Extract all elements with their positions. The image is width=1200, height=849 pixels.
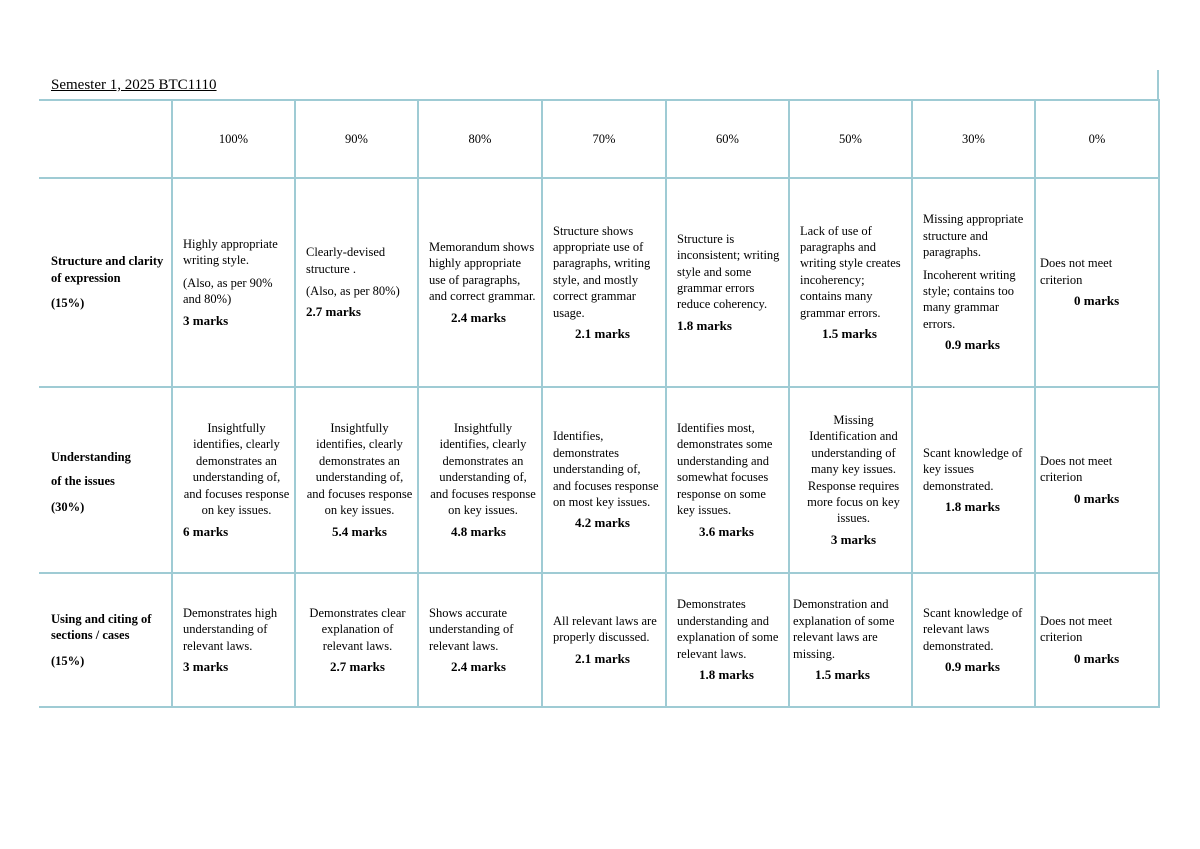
cell-description: Highly appropriate writing style. [183,236,278,268]
marking-rubric-table [39,99,1160,708]
cell-marks: 2.4 marks [451,658,506,674]
cell-marks: 2.1 marks [575,326,630,342]
criterion-name-line: Understanding [51,449,131,464]
cell-description: Does not meet criterion [1040,453,1113,485]
cell-marks: 3 marks [183,658,229,674]
cell-marks: 1.8 marks [699,667,754,683]
criterion-weight: (15%) [51,296,85,311]
percentage-header-row [39,100,1159,178]
cell-description: Does not meet criterion [1040,256,1113,287]
cell-marks: 1.5 marks [815,667,870,683]
cell-note: Incoherent writing style; contains too many grammar errors. [923,267,1016,331]
percentage-header: 90% [295,100,418,178]
rubric-cell [666,573,789,707]
criterion-name: Structure and clarity of expression [51,254,164,285]
cell-description: Insightfully identifies, clearly demonstrates an understanding of, and focuses response on key issues. [306,421,413,518]
percentage-header: 70% [542,100,666,178]
rubric-cell [295,573,418,707]
cell-description: Insightfully identifies, clearly demonstrates an understanding of, and focuses response on key issues. [430,421,536,518]
cell-marks: 5.4 marks [332,523,387,539]
cell-marks: 3 marks [183,312,229,328]
page-title: Semester 1, 2025 BTC1110 [51,77,217,93]
rubric-cell [912,387,1035,573]
cell-description: Missing Identification and understanding of many key issues. Response requires more focus on key issues. [807,412,900,526]
cell-description: Structure shows appropriate use of paragraphs, writing style, and mostly correct grammar usage. [553,223,651,320]
cell-marks: 0.9 marks [945,337,1000,353]
cell-description: Demonstrates high understanding of relevant laws. [183,605,278,653]
top-border-segment [1157,70,1159,101]
rubric-cell [418,573,542,707]
rubric-cell [789,178,912,387]
cell-marks: 0 marks [1074,293,1120,309]
cell-marks: 2.4 marks [451,309,506,325]
rubric-cell [172,387,295,573]
cell-marks: 1.8 marks [945,498,1000,514]
cell-description: Structure is inconsistent; writing style and some grammar errors reduce coherency. [677,231,780,312]
rubric-cell [295,178,418,387]
criterion-label-cell [39,178,172,387]
percentage-header: 100% [172,100,295,178]
percentage-header: 80% [418,100,542,178]
percentage-header: 30% [912,100,1035,178]
rubric-cell [172,573,295,707]
criterion-label-cell [39,387,172,573]
cell-description: Scant knowledge of key issues demonstrated. [923,445,1023,493]
rubric-cell [912,573,1035,707]
rubric-cell [912,178,1035,387]
cell-marks: 3.6 marks [699,523,754,539]
percentage-header: 0% [1035,100,1159,178]
cell-marks: 4.8 marks [451,523,506,539]
rubric-cell [1035,178,1159,387]
cell-note: (Also, as per 80%) [306,284,400,298]
cell-description: Demonstrates understanding and explanation of some relevant laws. [677,597,779,661]
criterion-weight: (30%) [51,499,85,514]
rubric-cell [1035,573,1159,707]
rubric-cell [418,387,542,573]
cell-description: Demonstration and explanation of some relevant laws are missing. [793,597,895,661]
criterion-name: Using and citing of sections / cases [51,611,152,643]
cell-marks: 0 marks [1074,650,1120,666]
rubric-cell [666,387,789,573]
cell-description: Lack of use of paragraphs and writing style creates incoherency; contains many grammar errors. [800,223,901,320]
cell-description: Missing appropriate structure and paragraphs. [923,212,1024,260]
cell-marks: 0.9 marks [945,658,1000,674]
criterion-row-structure [39,178,1159,387]
criterion-name-line: of the issues [51,473,115,488]
cell-note: (Also, as per 90% and 80%) [183,275,273,307]
rubric-cell [295,387,418,573]
cell-description: Shows accurate understanding of relevant laws. [429,605,514,653]
criterion-row-understanding [39,387,1159,573]
cell-description: Clearly-devised structure . [306,245,386,276]
cell-description: All relevant laws are properly discussed. [553,613,657,645]
criterion-weight: (15%) [51,653,85,668]
cell-description: Identifies most, demonstrates some understanding and somewhat focuses response on some key issues. [677,421,773,518]
rubric-cell [789,387,912,573]
criterion-name [51,445,167,493]
rubric-cell [542,178,666,387]
cell-marks: 2.7 marks [306,304,361,320]
percentage-header: 60% [666,100,789,178]
header-corner-cell [39,100,172,178]
cell-description: Demonstrates clear explanation of relevant laws. [309,605,406,653]
cell-description: Insightfully identifies, clearly demonstrates an understanding of, and focuses response on key issues. [183,421,290,518]
cell-description: Does not meet criterion [1040,613,1113,645]
rubric-cell [542,573,666,707]
rubric-cell [172,178,295,387]
cell-marks: 2.1 marks [575,650,630,666]
cell-description: Identifies, demonstrates understanding of, and focuses response on most key issues. [553,429,659,509]
cell-marks: 6 marks [183,523,229,539]
rubric-cell [418,178,542,387]
criterion-row-citing [39,573,1159,707]
cell-marks: 0 marks [1074,490,1120,506]
rubric-cell [666,178,789,387]
cell-marks: 2.7 marks [330,658,385,674]
cell-marks: 1.8 marks [677,317,732,333]
rubric-cell [1035,387,1159,573]
cell-description: Scant knowledge of relevant laws demonstrated. [923,605,1023,653]
cell-marks: 3 marks [830,531,877,547]
cell-marks: 4.2 marks [575,515,630,531]
rubric-cell [542,387,666,573]
cell-marks: 1.5 marks [822,326,877,342]
rubric-cell [789,573,912,707]
percentage-header: 50% [789,100,912,178]
criterion-label-cell [39,573,172,707]
cell-description: Memorandum shows highly appropriate use of paragraphs, and correct grammar. [429,239,536,304]
